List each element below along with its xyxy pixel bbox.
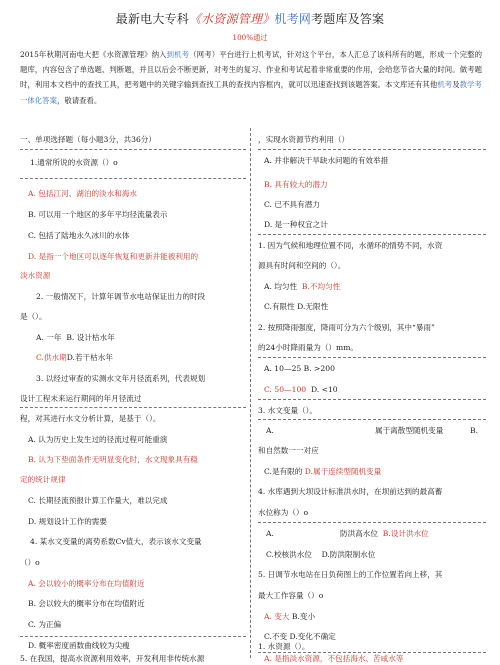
r-q4-option-cd: C.校核洪水位 D.防洪限制水位 (266, 550, 376, 559)
separator (20, 636, 246, 637)
separator (258, 149, 486, 150)
question-2-cont: 是（）。 (20, 312, 47, 321)
subtitle: 100%通过 (232, 33, 268, 42)
r-question-5: 5. 日调节水电站在日负荷图上的工作位置若向上移，其 (258, 570, 443, 579)
intro-paragraph (20, 47, 482, 108)
q2-option-cd: C.供水期D.若干枯水年 (36, 353, 113, 362)
q2-option-ab: A. 一年 B. 设计枯水年 (36, 333, 115, 342)
r-q5-option-c: C. 已不具有潜力 (264, 200, 320, 209)
intro-text-1: 2015年秋期河南电大把《水资源管理》纳入 (20, 50, 167, 59)
r-q1-option-cd: C.有限性 D.无限性 (264, 302, 329, 311)
title-link[interactable]: 机考网 (274, 12, 311, 26)
separator (258, 357, 486, 358)
q3-option-b-cont: 定的统计规律 (20, 475, 66, 484)
r-q5b-option-cd: C.不变 D.变化不确定 (264, 632, 336, 641)
separator (20, 149, 246, 150)
r-question-2-cont: 的24小时降雨量为（）mm。 (258, 343, 359, 352)
intro-text-2: （网考）平台进行上机考试，针对这个平台，本人汇总了该科所有的题，形成一个完整的题库，内容包含了单选题、判断题，并且以后会不断更新，对考生的复习、作业和考试起着非常重要的作用，会给您节省大量的时间。做考题时，利用本文档中的查找工具，把考题中的关键字输到查找工具的查找内容框内，就可以迅速查找到该题答案。本文库还有其他 (20, 50, 482, 90)
question-2: 2. 一般情况下，计算年调节水电站保证出力的时段 (36, 292, 206, 301)
r-q2-option-cd: C. 50—100 D. <10 (264, 385, 338, 394)
q1-option-d-cont: 淡水资源 (20, 271, 51, 280)
q4-option-d: D. 概率密度函数曲线较为尖瘦 (28, 641, 130, 650)
q3-option-b: B. 认为下垫面条件无明显变化时，水文现象具有稳 (28, 455, 198, 464)
r-q3-option-b-label: B. (470, 426, 478, 435)
title-prefix: 最新电大专科 (115, 12, 189, 26)
q3-option-d: D. 规划设计工作的需要 (28, 517, 107, 526)
column-divider (250, 128, 251, 658)
r-q3-option-a: A. (266, 426, 274, 435)
r-q3-option-b-text: 属于离散型随机变量 (375, 426, 444, 435)
r-question-2: 2. 按照降雨强度，降雨可分为六个级别，其中“暴雨” (258, 323, 435, 332)
separator (20, 407, 246, 408)
r-q5-option-a: A. 并非解决干旱缺水问题的有效举措 (264, 156, 389, 165)
r-question-5-cont: 最大工作容量（）o (258, 591, 324, 600)
r-question-3: 3. 水文变量（）。 (258, 406, 318, 415)
question-4-cont: （）o (20, 558, 40, 567)
separator (258, 419, 486, 420)
q1-option-c: C. 包括了陆地永久冰川的水体 (28, 231, 130, 240)
r-q3-option-c: 和自然数一一对应 (258, 446, 319, 455)
r-q5-option-d: D. 是一种权宜之计 (264, 220, 328, 229)
intro-link-1[interactable]: 到机考 (166, 50, 190, 59)
intro-text-4: ，敬请查看。 (56, 95, 102, 105)
intro-link-2[interactable]: 机考 (437, 80, 453, 90)
q1-option-d: D. 是指一个地区可以逐年恢复和更新并能被利用的 (28, 252, 199, 261)
r-question-5-cont: ，实现水资源节约利用（） (258, 135, 350, 144)
r-q5-option-b: B. 具有较大的潜力 (264, 180, 328, 189)
question-3-cont-2: 程，对其进行水文分析计算，是基于（）。 (20, 414, 161, 423)
question-4: 4. 某水文变量的离势系数Cv值大，表示该水文变量 (30, 537, 202, 546)
question-3: 3. 以经过审查的实测水文年月径流系列，代表规划 (36, 374, 206, 383)
question-5: 5. 在我国，提高水资源利用效率，开发利用非传统水源 (20, 654, 205, 663)
separator (20, 178, 246, 179)
r-question-6: 1. 水资源（）。 (258, 642, 310, 651)
r-question-1-cont: 源具有时间和空间的（）。 (258, 261, 346, 270)
q1-option-a: A. 包括江河、湖泊的淡水和海水 (28, 189, 138, 198)
section-heading: 一、单项选择题（每小题3分，共36分） (20, 135, 156, 144)
intro-text-3: 及 (452, 80, 460, 90)
r-q6-option-a: A. 是指淡水资源，不包括海水、苦咸水等 (264, 654, 404, 663)
q1-option-b: B. 可以用一个地区的多年平均径流量表示 (28, 210, 168, 219)
separator (258, 399, 486, 400)
r-q1-option-ab: A. 均匀性 B.不均匀性 (264, 282, 341, 291)
question-1: 1.通常所说的水资源（）o (30, 158, 118, 167)
r-q3-option-cd: C.是有限的 D.属于连续型随机变量 (264, 467, 382, 476)
q4-option-a: A. 会以较小的概率分布在均值附近 (28, 579, 145, 588)
q3-option-a: A. 认为历史上发生过的径流过程可能重演 (28, 435, 168, 444)
page-title (0, 11, 500, 28)
separator (258, 234, 486, 235)
r-q5b-option-ab: A. 变大 B.变小 (264, 612, 316, 621)
intro-link-3[interactable]: 教学考一体化答案 (20, 80, 482, 105)
r-question-4: 4. 水库遇到大坝设计标准洪水时，在坝前达到的最高蓄 (258, 487, 443, 496)
title-course: 《水资源管理》 (188, 12, 275, 26)
r-q2-option-ab: A. 10—25 B. >200 (264, 364, 335, 373)
q3-option-c: C. 长期径流预报计算工作量大，难以完成 (28, 496, 168, 505)
q4-option-c: C. 为正偏 (28, 620, 62, 629)
title-suffix: 考题库及答案 (311, 12, 385, 26)
r-q4-option-b: 防洪高水位 B.设计洪水位 (340, 529, 429, 538)
question-3-cont: 设计工程未来运行期间的年月径流过 (20, 394, 142, 403)
q4-option-b: B. 会以较大的概率分布在均值附近 (28, 599, 145, 608)
r-q4-option-a: A. (266, 529, 274, 538)
r-question-4-cont: 水位称为（）o (258, 508, 309, 517)
separator (258, 522, 486, 523)
r-question-1: 1. 因为气候和地理位置不同，水循环的情势不同，水资 (258, 241, 443, 250)
